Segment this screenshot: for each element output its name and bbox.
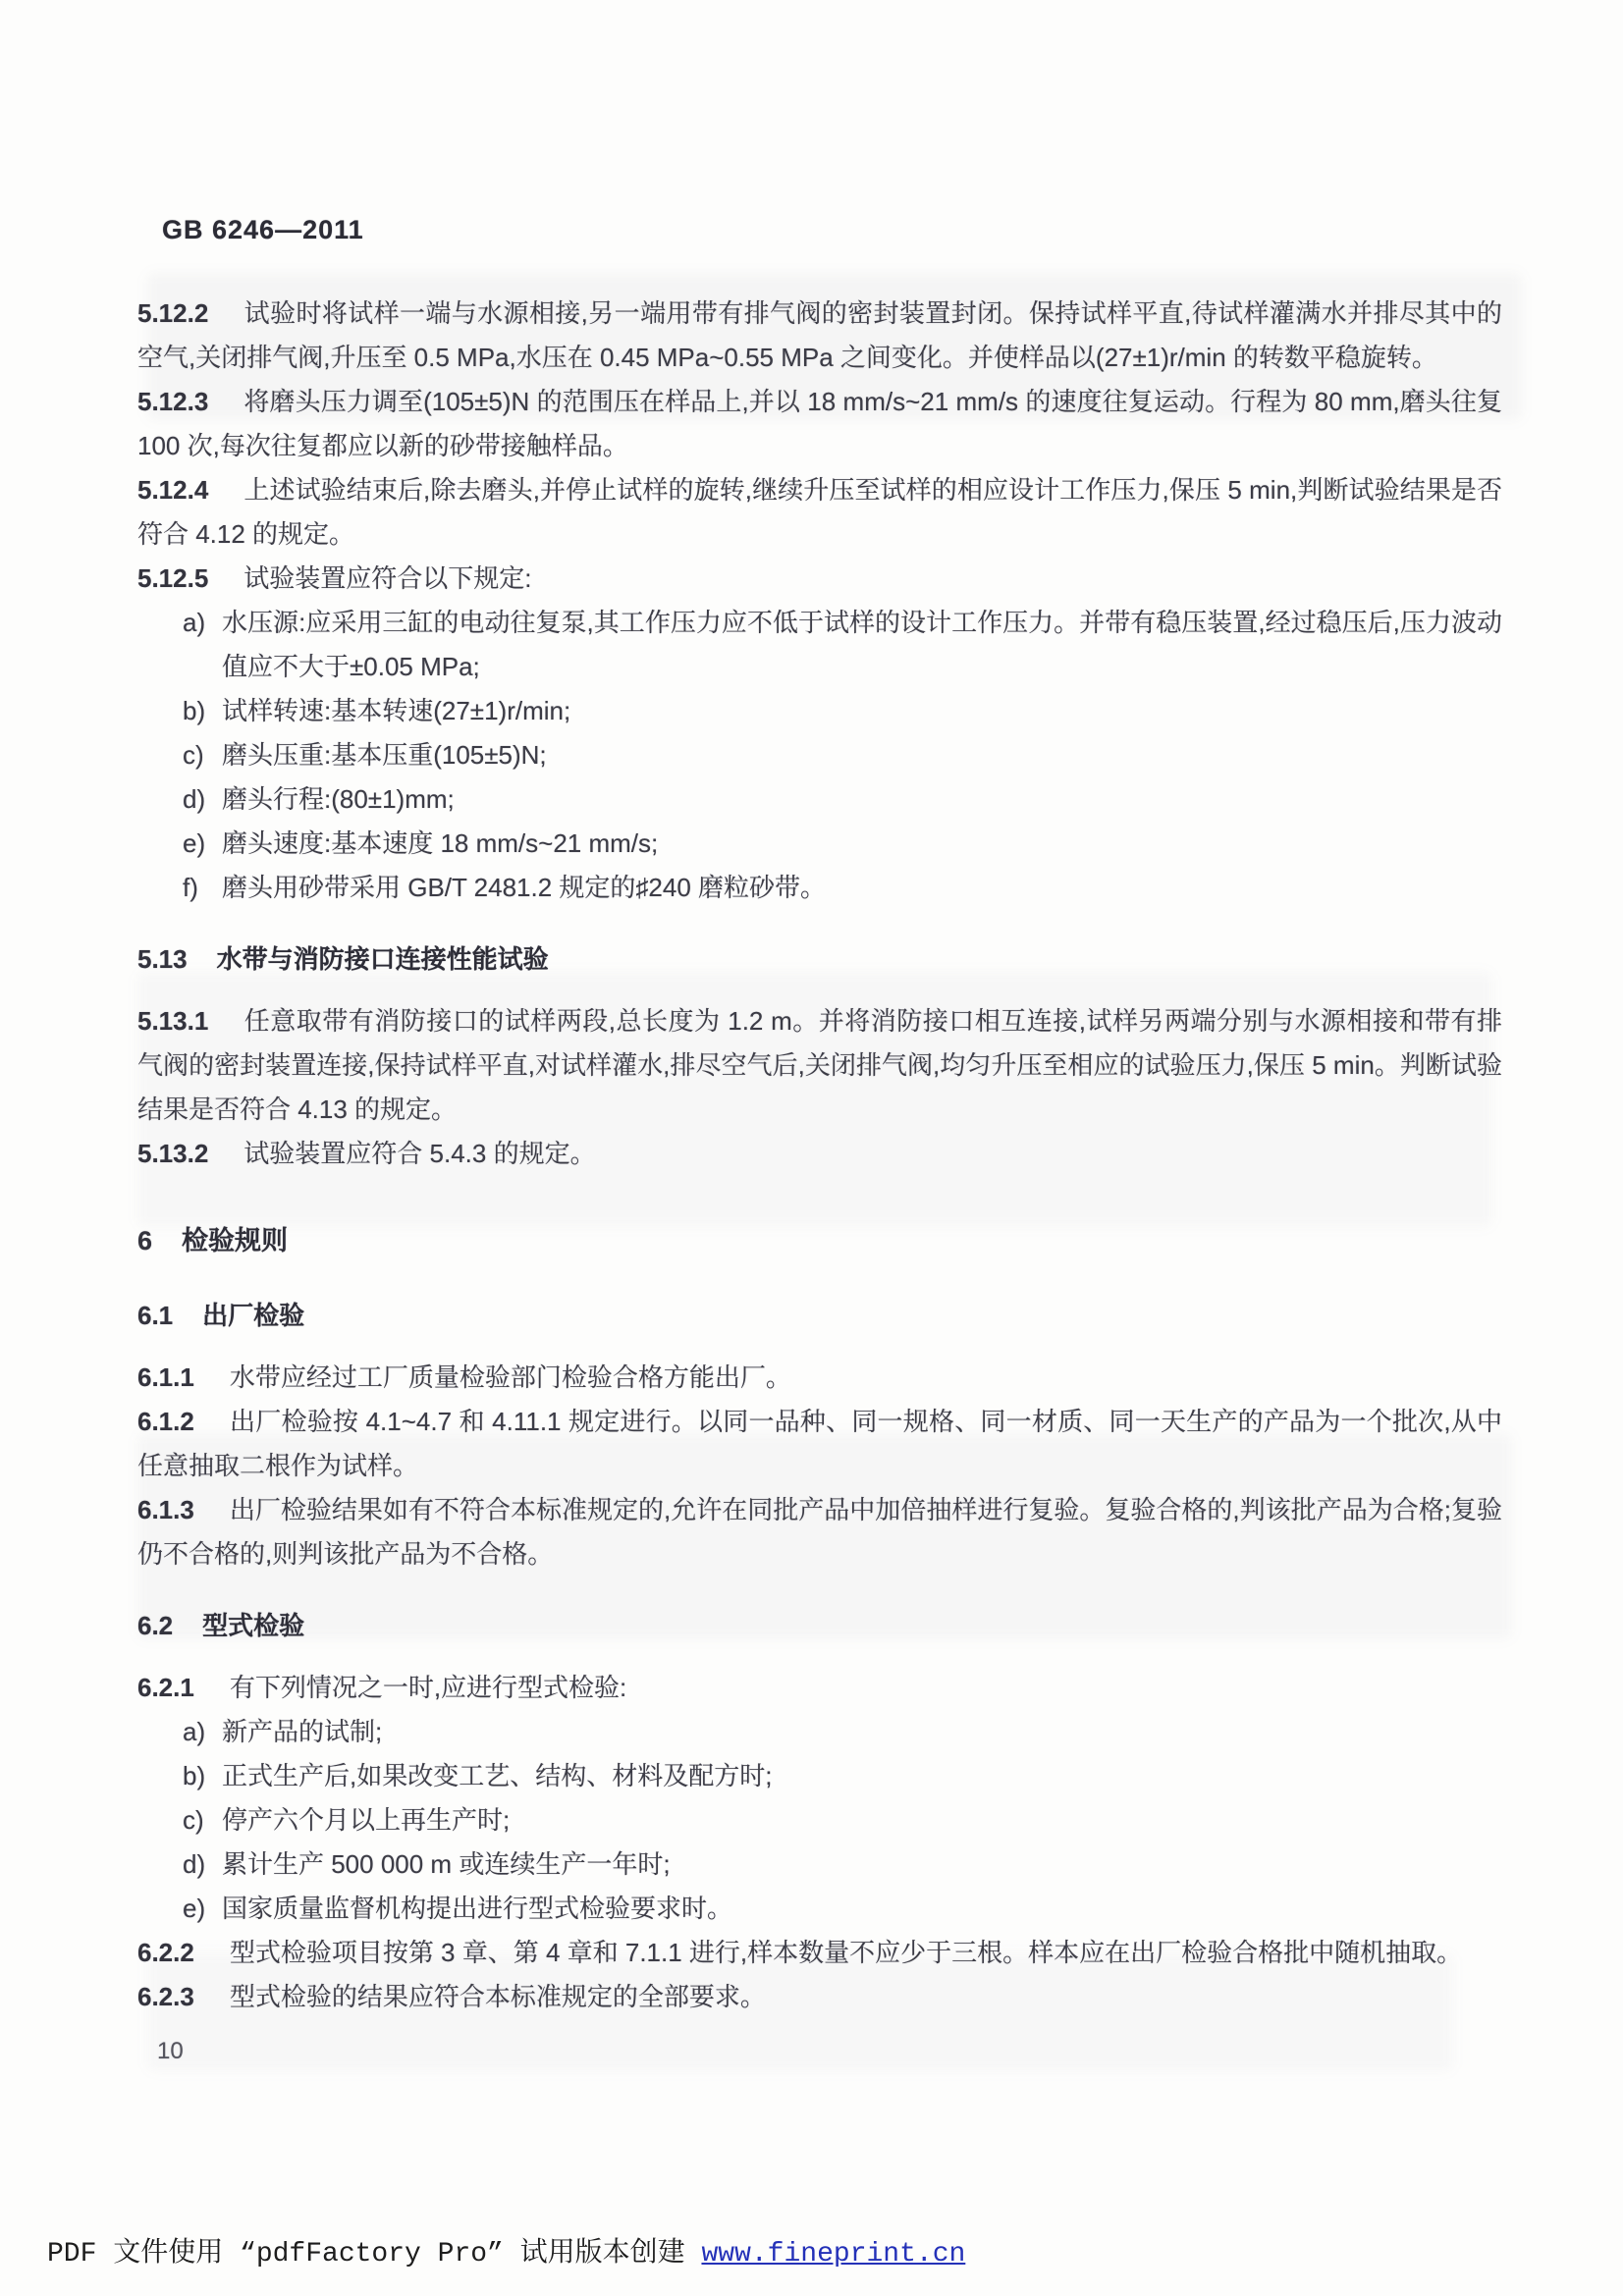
- clause-text: 型式检验项目按第 3 章、第 4 章和 7.1.1 进行,样本数量不应少于三根。样本应在出厂检验合格批中随机抽取。: [229, 1938, 1463, 1967]
- item-text: 磨头压重:基本压重(105±5)N;: [222, 740, 547, 770]
- clause-number: 5.13.2: [137, 1139, 209, 1168]
- item-letter: b): [183, 1761, 206, 1790]
- clause-paragraph: [137, 1400, 1502, 1488]
- clause-paragraph: [137, 1666, 1502, 1710]
- item-letter: e): [183, 1894, 206, 1923]
- clause-text: 任意取带有消防接口的试样两段,总长度为 1.2 m。并将消防接口相互连接,试样另两端分别与水源相接和带有排气阀的密封装置连接,保持试样平直,对试样灌水,排尽空气后,关闭排气阀,均匀升压至相应的试验压力,保压 5 min。判断试验结果是否符合 4.13 的规定。: [137, 1006, 1502, 1124]
- clause-number: 5.12.3: [137, 387, 209, 416]
- item-letter: d): [183, 1849, 206, 1879]
- item-text: 磨头用砂带采用 GB/T 2481.2 规定的♯240 磨粒砂带。: [222, 873, 826, 902]
- section-heading: [137, 937, 1502, 982]
- item-text: 试样转速:基本转速(27±1)r/min;: [222, 696, 571, 725]
- clause-number: 6.2.3: [137, 1982, 194, 2011]
- list-item: [137, 1798, 1502, 1842]
- item-letter: c): [183, 1805, 204, 1835]
- section-heading: [137, 1604, 1502, 1648]
- list-item: [137, 1710, 1502, 1754]
- list-item: [137, 689, 1502, 733]
- item-letter: a): [183, 1717, 206, 1746]
- item-text: 停产六个月以上再生产时;: [222, 1805, 511, 1835]
- clause-paragraph: [137, 1356, 1502, 1400]
- page-content: [137, 208, 1502, 2073]
- list-item: [137, 866, 1502, 910]
- clause-text: 试验时将试样一端与水源相接,另一端用带有排气阀的密封装置封闭。保持试样平直,待试样灌满水并排尽其中的空气,关闭排气阀,升压至 0.5 MPa,水压在 0.45 MPa~0.55 MPa 之间变化。并使样品以(27±1)r/min 的转数平稳旋转。: [137, 298, 1502, 372]
- clause-number: 6.1.1: [137, 1362, 194, 1392]
- clause-number: 6.1.2: [137, 1407, 194, 1436]
- section-number: 6.2: [137, 1611, 174, 1640]
- clause-paragraph: [137, 557, 1502, 601]
- clause-paragraph: [137, 1931, 1502, 1975]
- list-item: [137, 1754, 1502, 1798]
- clause-number: 5.13.1: [137, 1006, 209, 1036]
- clause-text: 试验装置应符合 5.4.3 的规定。: [243, 1139, 596, 1168]
- clause-text: 出厂检验结果如有不符合本标准规定的,允许在同批产品中加倍抽样进行复验。复验合格的,判该批产品为合格;复验仍不合格的,则判该批产品为不合格。: [137, 1495, 1502, 1569]
- list-item: [137, 1887, 1502, 1931]
- clause-paragraph: [137, 1488, 1502, 1576]
- section-number: 5.13: [137, 944, 188, 974]
- clause-number: 5.12.4: [137, 475, 209, 505]
- list-item: [137, 601, 1502, 689]
- clause-paragraph: [137, 380, 1502, 468]
- clause-number: 6.1.3: [137, 1495, 194, 1524]
- list-item: [137, 733, 1502, 777]
- section-title: 型式检验: [202, 1611, 305, 1640]
- clause-text: 上述试验结束后,除去磨头,并停止试样的旋转,继续升压至试样的相应设计工作压力,保压 5 min,判断试验结果是否符合 4.12 的规定。: [137, 475, 1502, 549]
- clause-paragraph: [137, 999, 1502, 1132]
- chapter-heading: [137, 1219, 1502, 1263]
- item-letter: c): [183, 740, 204, 770]
- item-letter: b): [183, 696, 206, 725]
- clause-text: 型式检验的结果应符合本标准规定的全部要求。: [229, 1982, 766, 2011]
- clause-text: 出厂检验按 4.1~4.7 和 4.11.1 规定进行。以同一品种、同一规格、同一材质、同一天生产的产品为一个批次,从中任意抽取二根作为试样。: [137, 1407, 1502, 1480]
- clause-number: 5.12.5: [137, 563, 209, 593]
- item-text: 水压源:应采用三缸的电动往复泵,其工作压力应不低于试样的设计工作压力。并带有稳压装置,经过稳压后,压力波动值应不大于±0.05 MPa;: [222, 608, 1502, 681]
- item-text: 正式生产后,如果改变工艺、结构、材料及配方时;: [222, 1761, 773, 1790]
- watermark-link[interactable]: www.fineprint.cn: [701, 2239, 966, 2269]
- item-text: 磨头行程:(80±1)mm;: [222, 784, 455, 814]
- clause-text: 试验装置应符合以下规定:: [243, 563, 532, 593]
- doc-code-header: GB 6246—2011: [162, 215, 364, 244]
- clause-text: 水带应经过工厂质量检验部门检验合格方能出厂。: [229, 1362, 791, 1392]
- item-text: 新产品的试制;: [222, 1717, 383, 1746]
- item-text: 国家质量监督机构提出进行型式检验要求时。: [222, 1894, 733, 1923]
- clause-number: 6.2.2: [137, 1938, 194, 1967]
- clause-paragraph: [137, 1975, 1502, 2019]
- clause-paragraph: [137, 1132, 1502, 1176]
- item-letter: d): [183, 784, 206, 814]
- watermark-text: PDF 文件使用 “pdfFactory Pro” 试用版本创建: [47, 2239, 702, 2269]
- item-letter: f): [183, 873, 198, 902]
- item-letter: e): [183, 828, 206, 858]
- section-heading: [137, 1294, 1502, 1338]
- clause-number: 6.2.1: [137, 1673, 194, 1702]
- list-item: [137, 1842, 1502, 1887]
- clause-paragraph: [137, 292, 1502, 380]
- clause-paragraph: [137, 468, 1502, 557]
- list-item: [137, 777, 1502, 822]
- clause-text: 将磨头压力调至(105±5)N 的范围压在样品上,并以 18 mm/s~21 mm/s 的速度往复运动。行程为 80 mm,磨头往复 100 次,每次往复都应以新的砂带接触样品。: [137, 387, 1502, 460]
- chapter-title: 检验规则: [182, 1226, 289, 1255]
- watermark-footer: [47, 2230, 1579, 2269]
- item-text: 累计生产 500 000 m 或连续生产一年时;: [222, 1849, 671, 1879]
- page-number: 10: [157, 2038, 184, 2064]
- clause-text: 有下列情况之一时,应进行型式检验:: [229, 1673, 627, 1702]
- item-text: 磨头速度:基本速度 18 mm/s~21 mm/s;: [222, 828, 659, 858]
- list-item: [137, 822, 1502, 866]
- clause-number: 5.12.2: [137, 298, 209, 328]
- section-number: 6.1: [137, 1301, 174, 1330]
- section-title: 出厂检验: [202, 1301, 305, 1330]
- section-title: 水带与消防接口连接性能试验: [216, 944, 549, 974]
- item-letter: a): [183, 608, 206, 637]
- chapter-number: 6: [137, 1226, 153, 1255]
